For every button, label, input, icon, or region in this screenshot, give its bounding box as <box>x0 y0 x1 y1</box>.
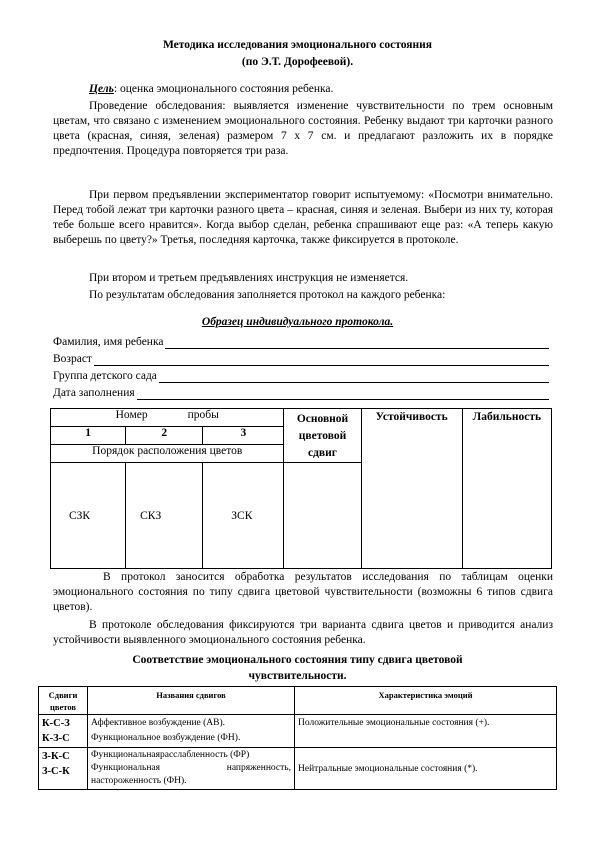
first-presentation-paragraph: При первом предъявлении экспериментатор говорит испытуемому: «Посмотри внимательно. Перед тобой лежат три карточки разного цвета – красная, синяя и зеленая. Выбери из них ту, которая тебе больше всего нравится». Когда выбор сделан, ребенка спрашивают еще раз: «А теперь какую выберешь по цвету?» Третья, последняя карточка, также фиксируется в протоколе. <box>53 189 553 246</box>
color-order-header: Порядок расположения цветов <box>51 445 284 463</box>
main-shift-header: Основной цветовой сдвиг <box>284 409 361 463</box>
table-row <box>39 715 557 748</box>
page-subtitle: (по Э.Т. Дорофеевой). <box>241 56 354 68</box>
shift-cell <box>39 748 88 790</box>
col-header-names: Названия сдвигов <box>88 687 295 715</box>
second-presentation-paragraph: При втором и третьем предъявлениях инструкция не изменяется. <box>89 272 409 284</box>
goal-text: : оценка эмоционального состояния ребенка. <box>113 83 334 95</box>
shift-name-cell <box>88 715 295 748</box>
field-line <box>137 389 549 400</box>
emotion-cell: Положительные эмоциональные состояния (+). <box>295 715 557 748</box>
goal-label: Цель <box>89 83 114 95</box>
shift-name: Функциональная напряженность, настороженность (ФН). <box>91 763 291 786</box>
shift-code: К-З-С <box>42 733 70 744</box>
sequence-cell: СЗК <box>51 463 126 569</box>
field-fill-date <box>53 386 549 400</box>
shift-name: Функциональнаярасслабленность (ФР) <box>91 750 250 760</box>
col-header-emotion: Характеристика эмоций <box>295 687 557 715</box>
trial-2-header: 2 <box>126 427 203 445</box>
field-label: Группа детского сада <box>53 370 157 382</box>
field-label: Фамилия, имя ребенка <box>53 336 164 348</box>
results-paragraph: По результатам обследования заполняется протокол на каждого ребенка: <box>89 289 446 301</box>
sample-word-label: пробы <box>187 409 219 421</box>
emotion-cell: Нейтральные эмоциональные состояния (*). <box>295 748 557 790</box>
correspondence-table <box>38 686 557 790</box>
sample-number-label: Номер <box>115 409 148 421</box>
main-shift-cell <box>284 463 361 569</box>
field-line <box>165 338 549 349</box>
field-label: Возраст <box>53 353 92 365</box>
shift-code: К-С-З <box>42 718 70 729</box>
correspondence-title: Соответствие эмоционального состояния типу сдвига цветовой <box>132 654 463 666</box>
protocol-table <box>50 408 552 569</box>
sample-protocol-heading: Образец индивидуального протокола. <box>201 316 394 328</box>
shift-name: Аффективное возбуждение (АВ). <box>91 718 226 728</box>
protocol-processing-paragraph: В протокол заносится обработка результатов исследования по таблицам оценки эмоционального состояния по типу сдвига цветовой чувствительности (возможны 6 типов сдвига цветов). <box>53 571 553 613</box>
field-age <box>53 352 549 366</box>
shift-code: З-К-С <box>42 751 70 762</box>
procedure-paragraph: Проведение обследования: выявляется изменение чувствительности по трем основным цветам, что связано с изменением эмоционального состояния. Ребенку выдают три карточки разного цвета (красная, синяя, зеленая) размером 7 х 7 см. и предлагают разложить их в порядке предпочтения. Процедура повторяется три раза. <box>53 100 553 157</box>
stability-header: Устойчивость <box>361 409 462 569</box>
trial-3-header: 3 <box>203 427 284 445</box>
field-kindergarten-group <box>53 369 549 383</box>
correspondence-title-cont: чувствительности. <box>248 670 347 682</box>
page-title: Методика исследования эмоционального состояния <box>162 39 432 51</box>
trial-1-header: 1 <box>51 427 126 445</box>
field-label: Дата заполнения <box>53 387 135 399</box>
field-child-name <box>53 335 549 349</box>
goal-paragraph <box>53 82 553 97</box>
table-row <box>39 748 557 790</box>
shift-name: Функциональное возбуждение (ФН). <box>91 733 241 743</box>
shift-cell <box>39 715 88 748</box>
lability-header: Лабильность <box>462 409 551 569</box>
field-line <box>159 372 549 383</box>
sequence-cell: СКЗ <box>126 463 203 569</box>
protocol-analysis-paragraph: В протоколе обследования фиксируются три варианта сдвига цветов и приводится анализ устойчивости выявленного эмоционального состояния ребенка. <box>53 619 553 646</box>
col-header-shifts: Сдвиги цветов <box>39 687 88 715</box>
field-line <box>94 355 549 366</box>
shift-code: З-С-К <box>42 766 70 777</box>
sample-number-header <box>51 409 284 427</box>
sequence-cell: ЗСК <box>203 463 284 569</box>
shift-name-cell <box>88 748 295 790</box>
